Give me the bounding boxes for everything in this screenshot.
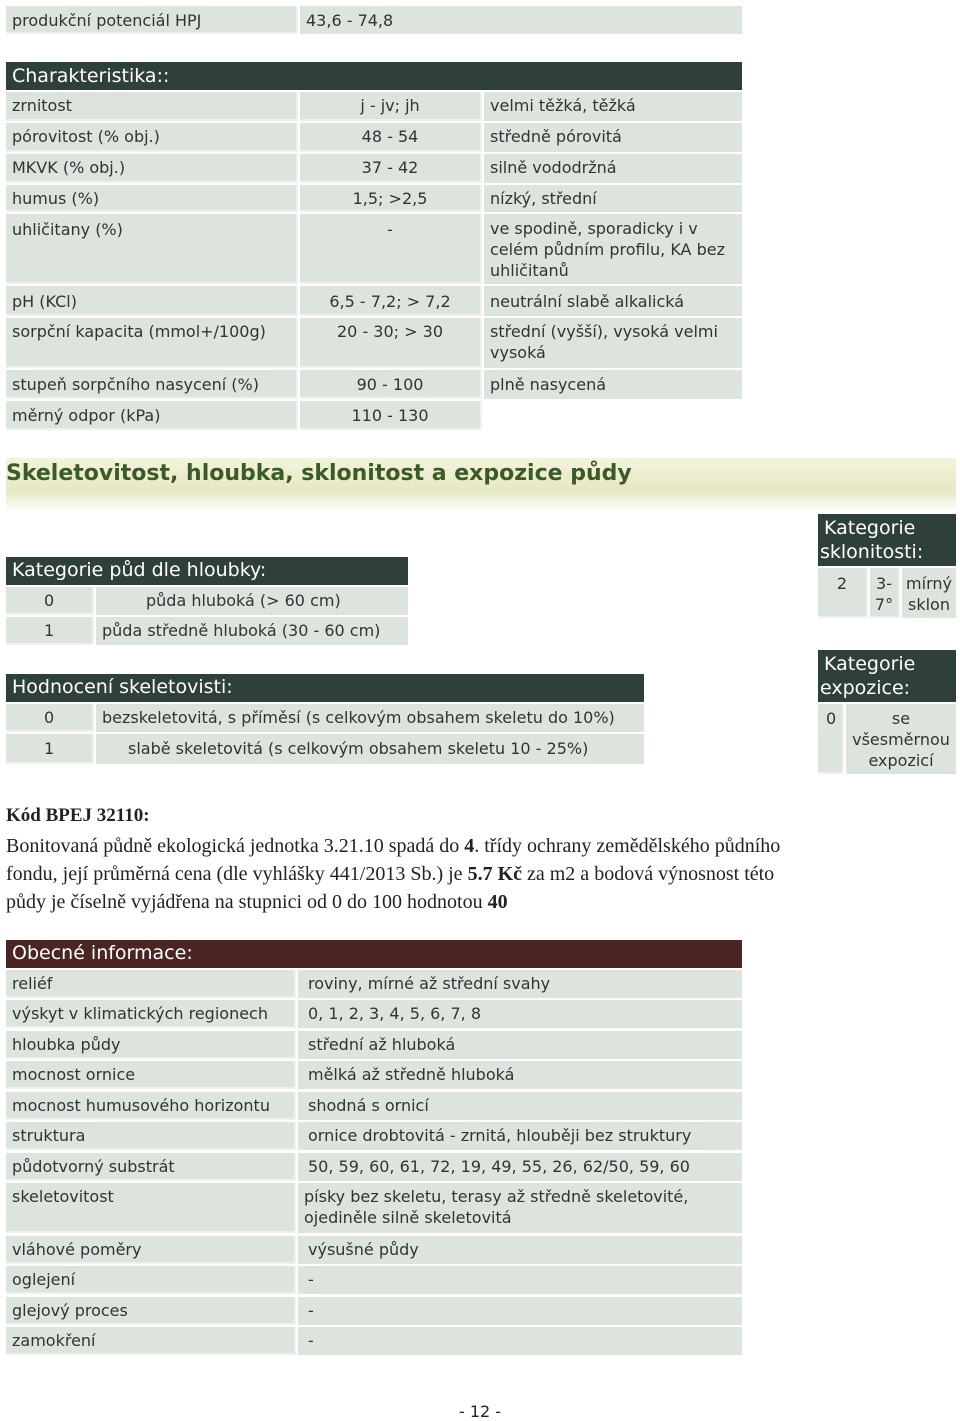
hloubka-code: 1 xyxy=(6,617,94,645)
char-row-desc: neutrální slabě alkalická xyxy=(484,286,742,316)
char-row-value: 6,5 - 7,2; > 7,2 xyxy=(300,286,482,316)
expo-code: 0 xyxy=(818,704,844,774)
section-heading: Skeletovitost, hloubka, sklonitost a expozice půdy xyxy=(6,461,632,486)
char-row-label: měrný odpor (kPa) xyxy=(6,401,298,430)
kod-line-2-post: za m2 a bodová výnosnost této xyxy=(522,863,775,885)
obecne-label: hloubka půdy xyxy=(6,1031,296,1059)
kod-title: Kód BPEJ 32110: xyxy=(6,805,150,826)
char-row-label: sorpční kapacita (mmol+/100g) xyxy=(6,318,298,368)
char-row-label: zrnitost xyxy=(6,92,298,121)
char-row-value: 110 - 130 xyxy=(300,401,482,430)
char-row-label: MKVK (% obj.) xyxy=(6,154,298,183)
expo-header-line1: Kategorie xyxy=(824,653,916,675)
obecne-label: zamokření xyxy=(6,1327,296,1355)
kod-text xyxy=(6,832,946,916)
sklon-header xyxy=(818,514,956,566)
hpj-label: produkční potenciál HPJ xyxy=(6,6,298,34)
hloubka-header: Kategorie půd dle hloubky: xyxy=(6,557,408,585)
obecne-value: písky bez skeletu, terasy až středně skeletovité, ojediněle silně skeletovitá xyxy=(298,1183,742,1233)
sklon-desc: mírný sklon xyxy=(902,568,956,618)
sklon-header-line2: sklonitosti: xyxy=(820,541,924,563)
kod-class: 4 xyxy=(464,835,475,857)
hloubka-code: 0 xyxy=(6,587,94,615)
char-row-value: - xyxy=(300,214,482,284)
char-row-label: pH (KCl) xyxy=(6,286,298,316)
kod-line-3 xyxy=(6,888,946,916)
page-number: - 12 - xyxy=(458,1402,502,1421)
skelet-text: slabě skeletovitá (s celkovým obsahem skeletu 10 - 25%) xyxy=(96,734,644,764)
skelet-header: Hodnocení skeletovisti: xyxy=(6,674,644,702)
obecne-label: mocnost humusového horizontu xyxy=(6,1092,296,1120)
kod-line-1 xyxy=(6,832,946,860)
char-row-desc: středně pórovitá xyxy=(484,123,742,152)
char-row-desc: plně nasycená xyxy=(484,370,742,399)
obecne-value: 0, 1, 2, 3, 4, 5, 6, 7, 8 xyxy=(298,1000,742,1028)
char-row-value: 48 - 54 xyxy=(300,123,482,152)
char-row-value: 20 - 30; > 30 xyxy=(300,318,482,368)
obecne-value: 50, 59, 60, 61, 72, 19, 49, 55, 26, 62/50, 59, 60 xyxy=(298,1153,742,1181)
obecne-label: struktura xyxy=(6,1122,296,1150)
skelet-code: 1 xyxy=(6,734,94,764)
obecne-label: půdotvorný substrát xyxy=(6,1153,296,1181)
hloubka-text: půda středně hluboká (30 - 60 cm) xyxy=(96,617,408,645)
char-row-desc: ve spodině, sporadicky i v celém půdním profilu, KA bez uhličitanů xyxy=(484,214,742,284)
charakteristika-header: Charakteristika:: xyxy=(6,62,742,90)
skelet-text: bezskeletovitá, s příměsí (s celkovým obsahem skeletu do 10%) xyxy=(96,704,644,732)
kod-line-1-pre: Bonitovaná půdně ekologická jednotka 3.21.10 spadá do xyxy=(6,835,465,857)
char-row-value: j - jv; jh xyxy=(300,92,482,121)
obecne-value: - xyxy=(298,1266,742,1294)
obecne-value: - xyxy=(298,1327,742,1355)
kod-points: 40 xyxy=(487,891,508,913)
char-row-label: uhličitany (%) xyxy=(6,214,298,284)
char-row-label: pórovitost (% obj.) xyxy=(6,123,298,152)
obecne-label: výskyt v klimatických regionech xyxy=(6,1000,296,1028)
expo-desc: se všesměrnou expozicí xyxy=(846,704,956,774)
char-row-desc: silně vododržná xyxy=(484,154,742,183)
kod-line-2-pre: fondu, její průměrná cena (dle vyhlášky 441/2013 Sb.) je xyxy=(6,863,468,885)
obecne-label: oglejení xyxy=(6,1266,296,1294)
obecne-value: střední až hluboká xyxy=(298,1031,742,1059)
obecne-label: reliéf xyxy=(6,970,296,998)
char-row-label: humus (%) xyxy=(6,185,298,212)
sklon-header-line1: Kategorie xyxy=(824,517,916,539)
char-row-desc: střední (vyšší), vysoká velmi vysoká xyxy=(484,318,742,368)
hpj-value: 43,6 - 74,8 xyxy=(300,6,742,34)
obecne-value: mělká až středně hluboká xyxy=(298,1061,742,1089)
char-row-value: 1,5; >2,5 xyxy=(300,185,482,212)
kod-line-2 xyxy=(6,860,946,888)
kod-line-1-post: . třídy ochrany zemědělského půdního xyxy=(474,835,781,857)
obecne-label: vláhové poměry xyxy=(6,1236,296,1264)
obecne-label: skeletovitost xyxy=(6,1183,296,1233)
hloubka-text: půda hluboká (> 60 cm) xyxy=(96,587,408,615)
sklon-range: 3- 7° xyxy=(870,568,900,618)
kod-price: 5.7 Kč xyxy=(467,863,522,885)
obecne-value: výsušné půdy xyxy=(298,1236,742,1264)
obecne-value: shodná s ornicí xyxy=(298,1092,742,1120)
char-row-desc: velmi těžká, těžká xyxy=(484,92,742,121)
kod-line-3-pre: půdy je číselně vyjádřena na stupnici od 0 do 100 hodnotou xyxy=(6,891,488,913)
obecne-label: glejový proces xyxy=(6,1297,296,1325)
char-row-desc: nízký, střední xyxy=(484,185,742,212)
skelet-code: 0 xyxy=(6,704,94,732)
obecne-label: mocnost ornice xyxy=(6,1061,296,1089)
sklon-code: 2 xyxy=(818,568,868,618)
char-row-value: 90 - 100 xyxy=(300,370,482,399)
obecne-header: Obecné informace: xyxy=(6,940,742,968)
obecne-value: roviny, mírné až střední svahy xyxy=(298,970,742,998)
char-row-label: stupeň sorpčního nasycení (%) xyxy=(6,370,298,399)
obecne-value: - xyxy=(298,1297,742,1325)
expo-header xyxy=(818,650,956,702)
expo-header-line2: expozice: xyxy=(820,677,911,699)
char-row-value: 37 - 42 xyxy=(300,154,482,183)
obecne-value: ornice drobtovitá - zrnitá, hlouběji bez struktury xyxy=(298,1122,742,1150)
